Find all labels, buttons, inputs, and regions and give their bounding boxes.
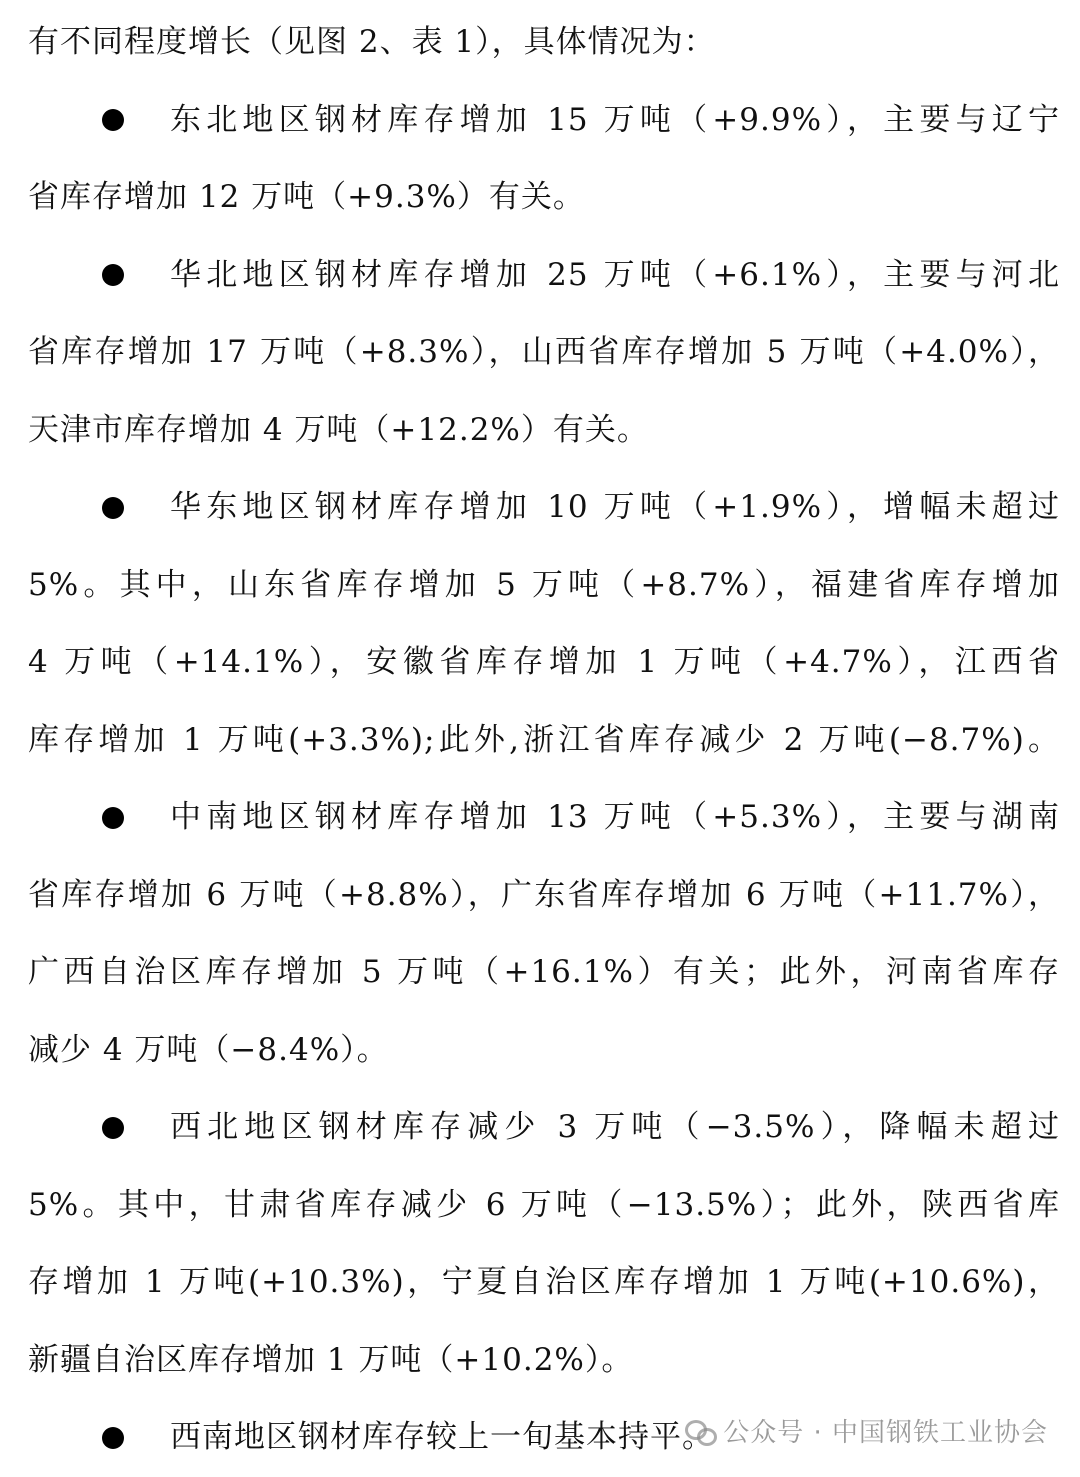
watermark-text: 公众号 · 中国钢铁工业协会 (723, 1418, 1048, 1448)
bullet-dot-icon (102, 1427, 124, 1449)
bullet-dot-icon (102, 807, 124, 829)
bullet-line: 省库存增加 17 万吨（+8.3%），山西省库存增加 5 万吨（+4.0%）， (28, 334, 1060, 370)
bullet-item-central-south: 中南地区钢材库存增加 13 万吨（+5.3%），主要与湖南 (28, 779, 1060, 857)
bullet-item-north: 华北地区钢材库存增加 25 万吨（+6.1%），主要与河北 (28, 237, 1060, 315)
bullet-line: 广西自治区库存增加 5 万吨（+16.1%）有关；此外，河南省库存 (28, 954, 1060, 990)
document-body (28, 4, 1060, 1477)
watermark (685, 1412, 1048, 1449)
bullet-item-southwest: 西南地区钢材库存较上一旬基本持平。 (28, 1399, 1060, 1477)
bullet-line: 存增加 1 万吨(+10.3%)，宁夏自治区库存增加 1 万吨(+10.6%)， (28, 1264, 1060, 1300)
bullet-line: 5%。其中，山东省库存增加 5 万吨（+8.7%），福建省库存增加 (28, 566, 1060, 603)
bullet-line: 库存增加 1 万吨(+3.3%);此外,浙江省库存减少 2 万吨(−8.7%)。 (28, 721, 1060, 758)
bullet-dot-icon (102, 497, 124, 519)
wechat-icon (685, 1418, 715, 1444)
bullet-line: 4 万吨（+14.1%），安徽省库存增加 1 万吨（+4.7%），江西省 (28, 644, 1060, 680)
bullet-dot-icon (102, 1117, 124, 1139)
bullet-line: 天津市库存增加 4 万吨（+12.2%）有关。 (28, 411, 649, 448)
bullet-line: 省库存增加 6 万吨（+8.8%），广东省库存增加 6 万吨（+11.7%）， (28, 876, 1060, 913)
bullet-line: 5%。其中，甘肃省库存减少 6 万吨（−13.5%）；此外，陕西省库 (28, 1186, 1060, 1223)
bullet-item-northeast: 东北地区钢材库存增加 15 万吨（+9.9%），主要与辽宁 (28, 82, 1060, 160)
bullet-line: 省库存增加 12 万吨（+9.3%）有关。 (28, 179, 585, 215)
bullet-line: 新疆自治区库存增加 1 万吨（+10.2%）。 (28, 1341, 634, 1378)
intro-line: 有不同程度增长（见图 2、表 1），具体情况为： (28, 24, 716, 60)
bullet-line: 减少 4 万吨（−8.4%）。 (28, 1031, 389, 1068)
bullet-item-east: 华东地区钢材库存增加 10 万吨（+1.9%），增幅未超过 (28, 469, 1060, 547)
bullet-item-northwest: 西北地区钢材库存减少 3 万吨（−3.5%），降幅未超过 (28, 1089, 1060, 1167)
